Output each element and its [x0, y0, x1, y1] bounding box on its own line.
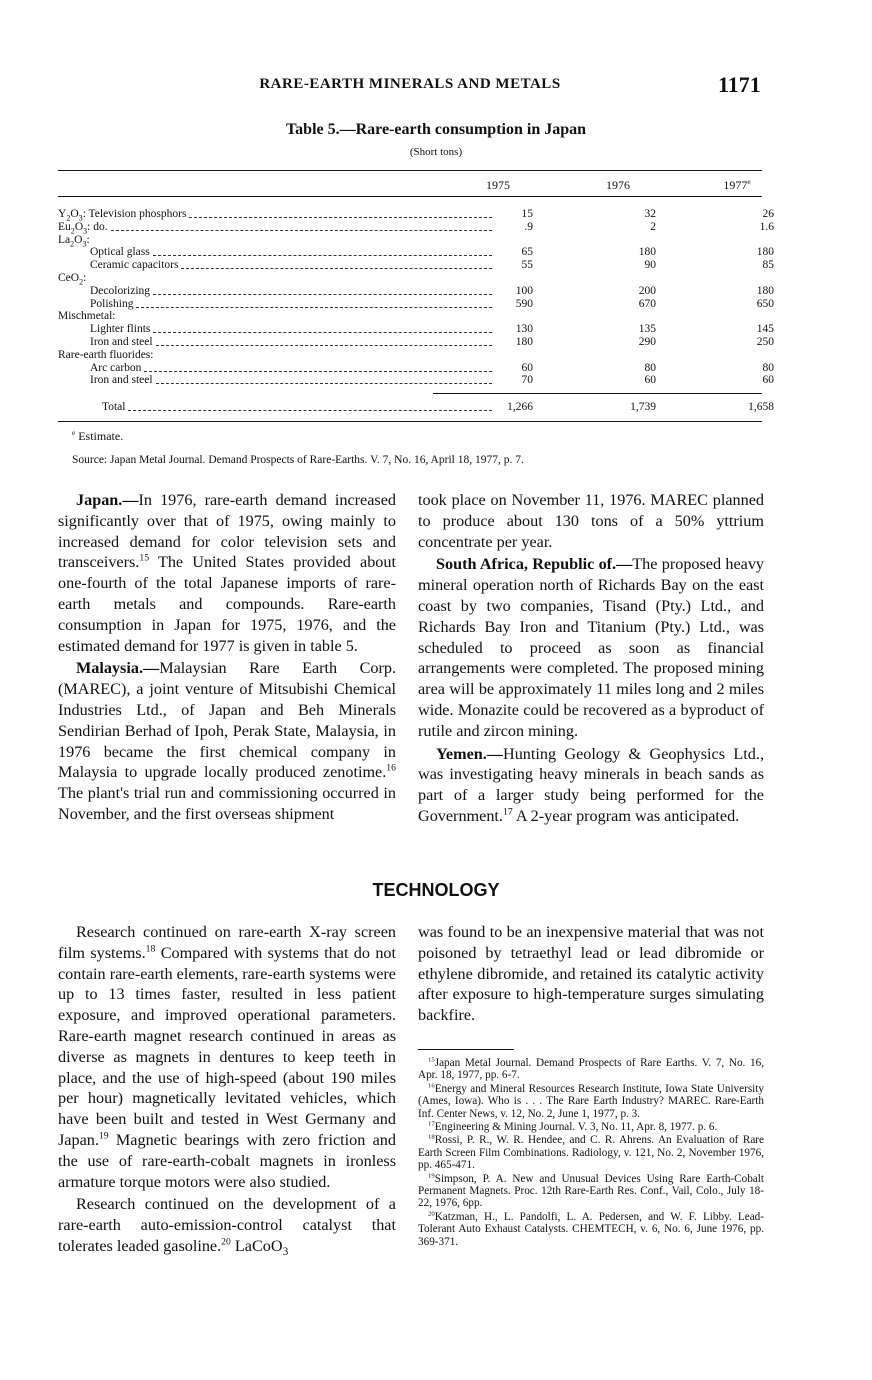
row-value: 60: [521, 361, 533, 374]
leader-dots: [153, 246, 492, 256]
row-value: 60: [644, 374, 656, 387]
row-label: Decolorizing: [90, 284, 151, 297]
row-label: $La_2O_3$:: [58, 233, 90, 248]
table-row: [58, 361, 774, 375]
leader-dots: [153, 285, 492, 295]
row-value: 65: [521, 246, 533, 259]
row-value: 180: [756, 284, 774, 297]
row-value: 180: [756, 246, 774, 259]
row-value: 290: [638, 336, 656, 348]
table-row: [58, 272, 762, 285]
footnote: $^{15}$Japan Metal Journal. Demand Prospects of Rare Earths. V. 7, No. 16, Apr. 18, 1977, pp. 6-7.: [418, 1056, 764, 1082]
leader-dots: [128, 401, 492, 411]
column-header-1977: 1977e: [723, 178, 751, 192]
row-value: 26: [762, 208, 774, 220]
row-value: 650: [756, 297, 774, 310]
technology-paragraph-2: Research continued on the development of a rare-earth auto-emission-control catalyst that tolerates leaded gasoline.$^{20}$ LaCoO$_3$: [58, 1195, 396, 1259]
row-value: 130: [515, 323, 533, 336]
footnote: $^{18}$Rossi, P. R., W. R. Hendee, and C. R. Ahrens. An Evaluation of Rare Earth Screen Film Combinations. Radiology, v. 121, No. 2, November 1976, pp. 465-471.: [418, 1133, 764, 1172]
total-1977: 1,658: [748, 401, 774, 413]
row-value: 85: [762, 259, 774, 272]
row-value: 180: [638, 246, 656, 259]
row-value: 100: [515, 284, 533, 297]
running-header: RARE-EARTH MINERALS AND METALS: [259, 76, 561, 92]
row-value: 80: [762, 361, 774, 374]
total-label: Total: [102, 401, 126, 413]
table-total-rule: [433, 393, 762, 394]
leader-dots: [156, 374, 492, 384]
row-value: 135: [638, 323, 656, 336]
row-value: 200: [638, 284, 656, 297]
table-bottom-rule: [58, 421, 762, 422]
table-row: [58, 284, 774, 298]
footnote: $^{20}$Katzman, H., L. Pandolfi, L. A. Pedersen, and W. F. Libby. Lead-Tolerant Auto Exhaust Catalysts. CHEMTECH, v. 6, No. 6, June 1976, pp. 369-371.: [418, 1210, 764, 1248]
row-label: Rare-earth fluorides:: [58, 348, 154, 361]
table-subtitle: (Short tons): [409, 146, 463, 158]
row-label: $Eu_2O_3$: do.: [58, 220, 108, 236]
row-label: Polishing: [90, 297, 134, 310]
technology-paragraph-2-continued: was found to be an inexpensive material that was not poisoned by tetraethyl lead or lead dibromide or ethylene dibromide, and retained its catalytic activity after exposure to high-temperature surges simulating backfire.: [418, 923, 764, 1025]
table-row: [58, 310, 762, 323]
technology-heading: TECHNOLOGY: [372, 880, 500, 900]
footnote: $^{16}$Energy and Mineral Resources Research Institute, Iowa State University (Ames, Iowa). Who is . . . The Rare Earth Industry? MAREC. Rare-Earth Inf. Center News, v. 12, No. 2, June 1, 1977, p. 3.: [418, 1082, 764, 1120]
footnote-rule: [418, 1049, 514, 1050]
table-row: [58, 374, 774, 387]
technology-paragraph-1: Research continued on rare-earth X-ray screen film systems.$^{18}$ Compared with systems that do not contain rare-earth elements, rare-earth systems were up to 13 times faster, resulted in less patient exposure, and improved operational parameters. Rare-earth magnet research continued in areas as diverse as magnets in dentures to keep teeth in place, and the use of high-speed (about 190 miles per hour) magnetically levitated vehicles, which have been built and tested in West Germany and Japan.$^{19}$ Magnetic bearings with zero friction and the use of rare-earth-cobalt magnets in ironless armature torque motors were also studied.: [58, 923, 397, 1191]
table-row: [58, 259, 774, 272]
malaysia-paragraph: Malaysia.—Malaysian Rare Earth Corp. (MAREC), a joint venture of Mitsubishi Chemical Industries Ltd., of Japan and Beh Minerals Sendirian Berhad of Ipoh, Perak State, Malaysia, in 1976 became the first chemical company in Malaysia to upgrade locally produced zenotime.$^{16}$ The plant's trial run and commissioning occurred in November, and the first overseas shipment: [58, 659, 396, 823]
total-1975: 1,266: [507, 401, 533, 413]
row-label: Arc carbon: [90, 361, 142, 374]
technology-left-column: [58, 922, 396, 1257]
row-value: 590: [515, 297, 533, 310]
page-number: 1171: [718, 72, 761, 97]
row-value: 145: [756, 323, 774, 336]
table-row: [58, 336, 774, 349]
leader-dots: [156, 336, 492, 346]
row-label: Lighter flints: [90, 323, 151, 336]
table-row: [58, 297, 774, 311]
leader-dots: [181, 259, 492, 269]
column-header-1975: 1975: [486, 178, 510, 192]
row-value: 32: [644, 208, 656, 220]
leader-dots: [153, 323, 492, 333]
row-value: 15: [521, 208, 533, 220]
table-source: Source: Japan Metal Journal. Demand Prospects of Rare-Earths. V. 7, No. 16, April 18, 1977, p. 7.: [72, 454, 524, 466]
row-label: Optical glass: [90, 246, 150, 259]
table-row: [58, 349, 762, 362]
leader-dots: [111, 221, 492, 231]
row-value: 2: [650, 220, 656, 233]
table-header-rule: [58, 196, 762, 197]
table-row: [58, 323, 774, 336]
footnote: $^{17}$Engineering & Mining Journal. V. 3, No. 11, Apr. 8, 1977. p. 6.: [428, 1120, 718, 1134]
table-title: Table 5.—Rare-earth consumption in Japan: [285, 121, 587, 138]
row-value: 1.6: [759, 220, 774, 233]
table-row: [58, 234, 762, 247]
right-column: [418, 490, 764, 827]
table-row: [58, 220, 774, 236]
row-value: 670: [638, 297, 656, 310]
footnotes: [418, 1057, 764, 1249]
yemen-paragraph: Yemen.—Hunting Geology & Geophysics Ltd., was investigating heavy minerals in beach sands as part of a larger study being performed for the Government.$^{17}$ A 2-year program was anticipated.: [418, 744, 764, 825]
total-1976: 1,739: [630, 401, 656, 413]
leader-dots: [136, 298, 492, 308]
table-row: [58, 246, 774, 259]
row-value: 55: [521, 259, 533, 272]
row-label: Iron and steel: [90, 374, 153, 387]
row-value: 90: [644, 259, 656, 272]
row-value: 180: [515, 336, 533, 348]
south-africa-paragraph: South Africa, Republic of.—The proposed heavy mineral operation north of Richards Bay on the east coast by two companies, Tisand (Pty.) Ltd., and Richards Bay Iron and Titanium (Pty.) Ltd., was scheduled to proceed as soon as financial arrangements were completed. The proposed mining area will be approximately 11 miles long and 2 miles wide. Monazite could be recovered as a byproduct of rutile and zircon mining.: [418, 555, 765, 740]
row-label: $Y_2O_3$: Television phosphors: [58, 208, 187, 223]
row-value: 80: [644, 361, 656, 374]
column-header-1976: 1976: [606, 178, 630, 192]
row-label: Ceramic capacitors: [90, 259, 179, 272]
table-top-rule: [58, 170, 762, 171]
row-value: 70: [521, 374, 533, 387]
row-label: CeO$_2$:: [58, 272, 87, 287]
row-value: 60: [762, 374, 774, 387]
table-row: [58, 208, 774, 223]
row-label: Iron and steel: [90, 336, 153, 348]
row-label: Mischmetal:: [58, 310, 116, 323]
row-value: 250: [756, 336, 774, 348]
footnote: $^{19}$Simpson, P. A. New and Unusual Devices Using Rare Earth-Cobalt Permanent Magnets. Proc. 12th Rare-Earth Res. Conf., Vail, Colo., July 18-22, 1976, 6pp.: [418, 1171, 764, 1210]
table-total-row: [58, 401, 774, 414]
technology-right-column: [418, 922, 764, 1026]
leader-dots: [144, 362, 492, 372]
left-column: [58, 490, 396, 825]
malaysia-continued: took place on November 11, 1976. MAREC planned to produce about 130 tons of a 50% yttrium concentrate per year.: [418, 491, 764, 551]
row-value: .9: [524, 220, 533, 233]
table-footnote: $^e$ Estimate.: [72, 429, 124, 443]
leader-dots: [189, 208, 492, 218]
japan-paragraph: Japan.—In 1976, rare-earth demand increased significantly over that of 1975, owing mainly to increased demand for color television sets and transceivers.$^{15}$ The United States provided about one-fourth of the total Japanese imports of rare-earth metals and compounds. Rare-earth consumption in Japan for 1975, 1976, and the estimated demand for 1977 is given in table 5.: [58, 491, 396, 655]
